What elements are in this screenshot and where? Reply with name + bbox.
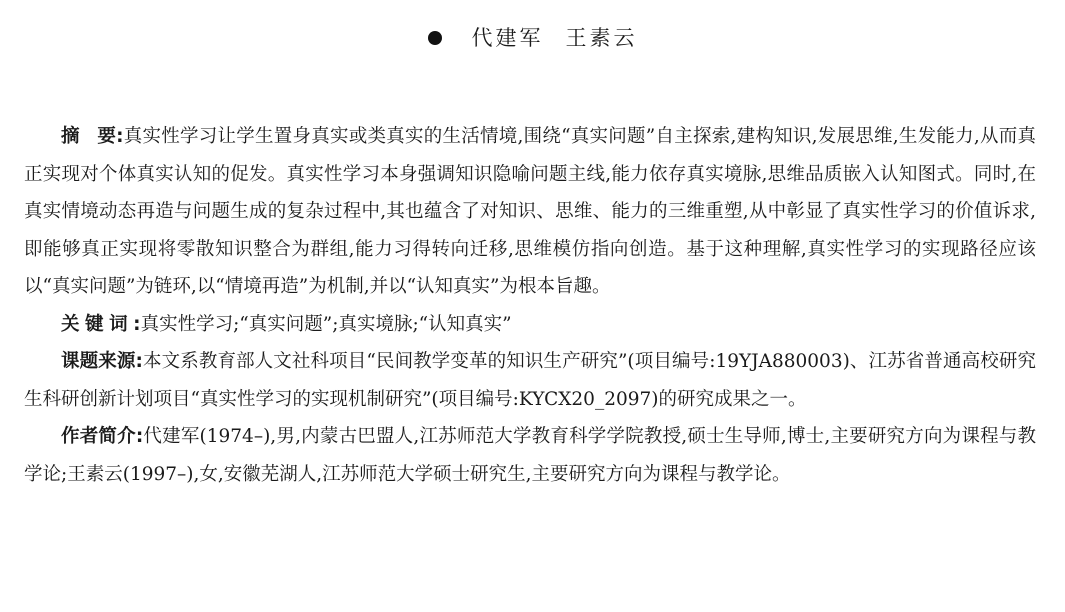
funding-label: 课题来源:: [61, 351, 143, 372]
keywords-text: 真实性学习;“真实问题”;真实境脉;“认知真实”: [140, 313, 512, 335]
author-bio-paragraph: [24, 418, 1036, 493]
keywords-label: 关键词:: [61, 313, 141, 335]
author-byline: [0, 22, 1065, 54]
abstract-paragraph: [24, 118, 1036, 306]
author-bio-text: 代建军(1974–),男,内蒙古巴盟人,江苏师范大学教育科学学院教授,硕士生导师,博士,主要研究方向为课程与教学论;王素云(1997–),女,安徽芜湖人,江苏师范大学硕士研究生,主要研究方向为课程与教学论。: [24, 426, 1036, 485]
author-name-2: 王素云: [565, 26, 638, 50]
abstract-label: 摘要:: [61, 126, 124, 147]
funding-paragraph: [24, 343, 1036, 418]
bullet-icon: [428, 31, 442, 45]
author-name-1: 代建军: [471, 26, 544, 50]
keywords-paragraph: [24, 306, 1036, 344]
article-front-matter: [24, 118, 1036, 493]
author-bio-label: 作者简介:: [61, 426, 144, 447]
abstract-text: 真实性学习让学生置身真实或类真实的生活情境,围绕“真实问题”自主探索,建构知识,发展思维,生发能力,从而真正实现对个体真实认知的促发。真实性学习本身强调知识隐喻问题主线,能力依存真实境脉,思维品质嵌入认知图式。同时,在真实情境动态再造与问题生成的复杂过程中,其也蕴含了对知识、思维、能力的三维重塑,从中彰显了真实性学习的价值诉求,即能够真正实现将零散知识整合为群组,能力习得转向迁移,思维模仿指向创造。基于这种理解,真实性学习的实现路径应该以“真实问题”为链环,以“情境再造”为机制,并以“认知真实”为根本旨趣。: [24, 126, 1036, 297]
funding-text: 本文系教育部人文社科项目“民间教学变革的知识生产研究”(项目编号:19YJA880003)、江苏省普通高校研究生科研创新计划项目“真实性学习的实现机制研究”(项目编号:KYCX20_2097)的研究成果之一。: [24, 351, 1036, 410]
